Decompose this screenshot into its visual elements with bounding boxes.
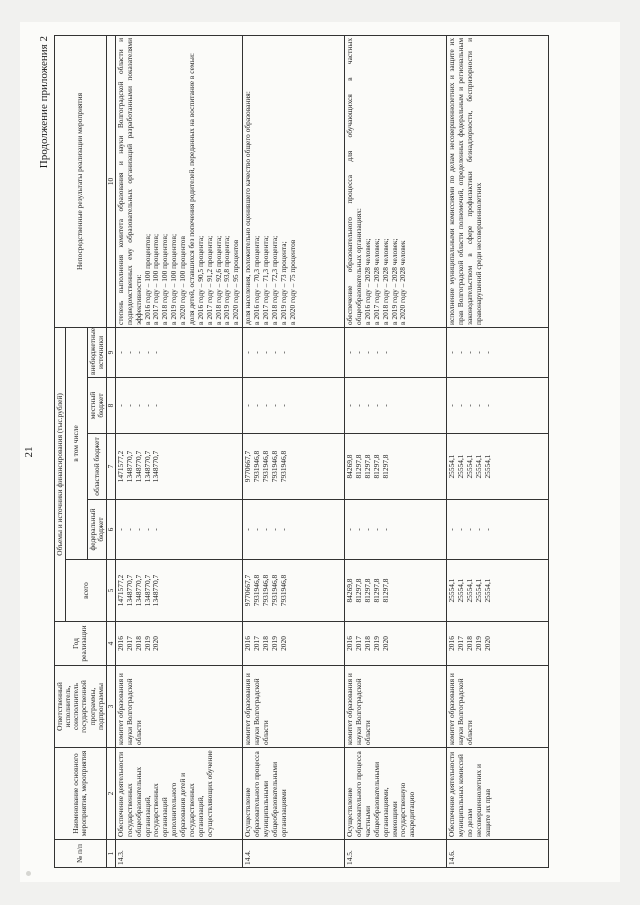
- regional-value: 1348770,7: [142, 450, 152, 483]
- year-value: 2016: [243, 636, 253, 651]
- row-executor: [243, 666, 345, 748]
- row-executor-text: комитет образования и науки Волгоградской области: [115, 673, 143, 745]
- scan-dot: [26, 871, 31, 876]
- local-value: -: [115, 404, 125, 407]
- local-value: -: [243, 404, 253, 407]
- extrabudget-value: -: [133, 351, 143, 354]
- local-value: -: [464, 404, 474, 407]
- federal-value: -: [371, 528, 381, 531]
- extrabudget-value: -: [115, 351, 125, 354]
- year-value: 2018: [362, 636, 372, 651]
- total-value: 84269,8: [345, 578, 355, 603]
- total-value: 1348770,7: [142, 574, 152, 607]
- result-line: в 2016 году – 90,5 процента;: [195, 235, 205, 325]
- local-value: -: [151, 404, 161, 407]
- result-line: в 2018 году – 72,3 процента;: [269, 235, 279, 325]
- regional-value: 1471577,2: [115, 450, 125, 483]
- total-value: 25554,1: [447, 578, 457, 603]
- row-extrabudget: [115, 327, 242, 377]
- row-name-text: Обеспечение деятельности муниципальных комиссий по делам несовершеннолетних и защите их прав: [447, 751, 492, 837]
- row-number: [243, 840, 345, 868]
- total-value: 7931946,8: [269, 574, 279, 607]
- column-number: 9: [106, 327, 115, 377]
- total-value: 81297,8: [371, 578, 381, 603]
- row-name-text: Обеспечение деятельности государственных общеобразовательных организаций, государственных организаций дополнительного образования детей и государственных организаций, осуществляющих обучение: [115, 750, 214, 837]
- row-number: [115, 840, 242, 868]
- result-line: исполнение муниципальными комиссиями по делам несовершеннолетних и защите их прав Волгоградской области полномочий, определенных федеральным и региональным законодательством в сфере профилактики безнадзорности, беспризорности и правонарушений среди несовершеннолетних: [447, 37, 483, 325]
- federal-value: -: [124, 528, 134, 531]
- page-number: 21: [23, 446, 35, 458]
- local-value: -: [473, 404, 483, 407]
- local-value: -: [142, 404, 152, 407]
- result-line: в 2018 году – 2028 человек;: [380, 238, 390, 325]
- federal-value: -: [473, 528, 483, 531]
- row-total: [115, 560, 242, 622]
- year-value: 2020: [380, 636, 390, 651]
- extrabudget-value: -: [380, 351, 390, 354]
- extrabudget-value: -: [151, 351, 161, 354]
- result-line: обеспечение образовательного процесса для обучающихся в частных общеобразовательных организациях:: [345, 37, 364, 325]
- row-number-text: 14.5.: [345, 850, 355, 865]
- row-number: [345, 840, 447, 868]
- local-value: -: [124, 404, 134, 407]
- row-number-text: 14.6.: [447, 850, 457, 865]
- table-row: [115, 35, 242, 867]
- federal-value: -: [464, 528, 474, 531]
- total-value: 1471577,2: [115, 574, 125, 607]
- local-value: -: [345, 404, 355, 407]
- extrabudget-value: -: [464, 351, 474, 354]
- total-value: 1348770,7: [133, 574, 143, 607]
- year-value: 2020: [151, 636, 161, 651]
- row-name: [345, 748, 447, 840]
- extrabudget-value: -: [124, 351, 134, 354]
- row-local: [345, 378, 447, 434]
- result-line: в 2020 году – 75 процентов: [287, 239, 297, 325]
- extrabudget-value: -: [456, 351, 466, 354]
- extrabudget-value: -: [142, 351, 152, 354]
- row-executor: [115, 666, 242, 748]
- local-value: -: [447, 404, 457, 407]
- row-name-text: Осуществление образовательного процесса муниципальными общеобразовательными организациями: [243, 751, 288, 837]
- row-results: [345, 35, 447, 327]
- local-value: -: [133, 404, 143, 407]
- result-line: в 2020 году – 95 процентов: [231, 239, 241, 325]
- federal-value: -: [260, 528, 270, 531]
- result-line: доля населения, положительно оценившего качество общего образования:: [243, 91, 253, 325]
- federal-value: -: [243, 528, 253, 531]
- row-federal: [345, 500, 447, 560]
- regional-value: 25554,1: [447, 454, 457, 479]
- header-local: местный бюджет: [87, 378, 106, 434]
- header-including: в том числе: [66, 327, 87, 559]
- regional-value: 25554,1: [464, 454, 474, 479]
- result-line: в 2017 году – 100 процентов;: [151, 233, 161, 325]
- header-federal: федеральный бюджет: [87, 500, 106, 560]
- federal-value: -: [354, 528, 364, 531]
- row-name: [115, 748, 242, 840]
- federal-value: -: [380, 528, 390, 531]
- federal-value: -: [345, 528, 355, 531]
- row-executor: [447, 666, 549, 748]
- regional-value: 7931946,8: [269, 450, 279, 483]
- row-federal: [243, 500, 345, 560]
- year-value: 2016: [345, 636, 355, 651]
- row-total: [447, 560, 549, 622]
- column-number: 1: [106, 840, 115, 868]
- regional-value: 7931946,8: [252, 450, 262, 483]
- total-value: 25554,1: [464, 578, 474, 603]
- year-value: 2016: [115, 636, 125, 651]
- total-value: 9770667,7: [243, 574, 253, 607]
- regional-value: 25554,1: [456, 454, 466, 479]
- regional-value: 81297,8: [371, 454, 381, 479]
- year-value: 2020: [278, 636, 288, 651]
- result-line: в 2019 году – 100 процентов;: [169, 233, 179, 325]
- row-number-text: 14.3.: [115, 850, 125, 865]
- header-regional: областной бюджет: [87, 434, 106, 500]
- total-value: 81297,8: [362, 578, 372, 603]
- federal-value: -: [278, 528, 288, 531]
- row-regional: [115, 434, 242, 500]
- year-value: 2016: [447, 636, 457, 651]
- row-name: [243, 748, 345, 840]
- federal-value: -: [142, 528, 152, 531]
- column-number-row: [106, 35, 115, 867]
- row-results: [115, 35, 242, 327]
- local-value: -: [269, 404, 279, 407]
- row-extrabudget: [345, 327, 447, 377]
- row-regional: [447, 434, 549, 500]
- result-line: в 2020 году – 2028 человек: [398, 240, 408, 325]
- row-regional: [243, 434, 345, 500]
- row-years: [447, 622, 549, 666]
- row-results: [243, 35, 345, 327]
- extrabudget-value: -: [278, 351, 288, 354]
- extrabudget-value: -: [362, 351, 372, 354]
- federal-value: -: [115, 528, 125, 531]
- row-extrabudget: [243, 327, 345, 377]
- column-number: 7: [106, 434, 115, 500]
- row-local: [243, 378, 345, 434]
- local-value: -: [456, 404, 466, 407]
- federal-value: -: [482, 528, 492, 531]
- total-value: 1348770,7: [124, 574, 134, 607]
- total-value: 7931946,8: [260, 574, 270, 607]
- federal-value: -: [252, 528, 262, 531]
- extrabudget-value: -: [482, 351, 492, 354]
- federal-value: -: [269, 528, 279, 531]
- federal-value: -: [456, 528, 466, 531]
- federal-value: -: [151, 528, 161, 531]
- local-value: -: [354, 404, 364, 407]
- total-value: 7931946,8: [252, 574, 262, 607]
- header-no: № п/п: [55, 840, 107, 868]
- local-value: -: [362, 404, 372, 407]
- result-line: в 2017 году – 91,2 процента;: [204, 235, 214, 325]
- row-name-text: Осуществление образовательного процесса частными общеобразовательными организациями, имеющими государственную аккредитацию: [345, 751, 417, 837]
- result-line: в 2017 году – 2028 человек;: [371, 238, 381, 325]
- header-name: Наименование основного мероприятия, мероприятия: [55, 748, 107, 840]
- row-number: [447, 840, 549, 868]
- total-value: 7931946,8: [278, 574, 288, 607]
- header-funding-group: Объемы и источники финансирования (тыс.рублей): [55, 327, 66, 621]
- column-number: 10: [106, 35, 115, 327]
- row-federal: [447, 500, 549, 560]
- year-value: 2017: [252, 636, 262, 651]
- column-number: 2: [106, 748, 115, 840]
- regional-value: 81297,8: [354, 454, 364, 479]
- row-federal: [115, 500, 242, 560]
- table-body: [115, 35, 548, 867]
- row-total: [243, 560, 345, 622]
- row-executor-text: комитет образования и науки Волгоградской области: [243, 673, 270, 745]
- result-line: в 2019 году – 2028 человек;: [389, 238, 399, 325]
- row-regional: [345, 434, 447, 500]
- year-value: 2018: [133, 636, 143, 651]
- extrabudget-value: -: [243, 351, 253, 354]
- row-years: [345, 622, 447, 666]
- regional-value: 25554,1: [473, 454, 483, 479]
- row-years: [243, 622, 345, 666]
- local-value: -: [278, 404, 288, 407]
- extrabudget-value: -: [260, 351, 270, 354]
- year-value: 2019: [473, 636, 483, 651]
- row-executor-text: комитет образования и науки Волгоградской области: [447, 673, 474, 745]
- result-line: доля детей, оставшихся без попечения родителей, переданных на воспитание в семьи:: [186, 53, 196, 325]
- row-number-text: 14.4.: [243, 850, 253, 865]
- result-line: в 2016 году – 100 процентов;: [142, 233, 152, 325]
- federal-value: -: [133, 528, 143, 531]
- header-executor: Ответственный исполнитель, соисполнитель государственной программы, подпрограммы: [55, 666, 107, 748]
- table-row: [243, 35, 345, 867]
- regional-value: 81297,8: [362, 454, 372, 479]
- result-line: в 2019 году – 93,8 процента;: [222, 235, 232, 325]
- total-value: 81297,8: [354, 578, 364, 603]
- result-line: в 2018 году – 92,6 процента;: [213, 235, 223, 325]
- regional-value: 81297,8: [380, 454, 390, 479]
- table-row: [345, 35, 447, 867]
- result-line: в 2020 году – 100 процентов: [178, 236, 188, 325]
- result-line: в 2017 году – 71,3 процента;: [260, 235, 270, 325]
- row-executor-text: комитет образования и науки Волгоградской области: [345, 673, 372, 745]
- regional-value: 9770667,7: [243, 450, 253, 483]
- table-row: [447, 35, 549, 867]
- header-results: Непосредственные результаты реализации мероприятия: [55, 35, 107, 327]
- continuation-label: Продолжение приложения 2: [38, 36, 50, 169]
- regional-value: 7931946,8: [260, 450, 270, 483]
- rotated-sheet: [20, 22, 620, 882]
- result-line: в 2016 году – 70,3 процента;: [252, 235, 262, 325]
- year-value: 2017: [124, 636, 134, 651]
- extrabudget-value: -: [269, 351, 279, 354]
- local-value: -: [371, 404, 381, 407]
- total-value: 25554,1: [456, 578, 466, 603]
- header-year: Год реализации: [55, 622, 107, 666]
- regional-value: 25554,1: [482, 454, 492, 479]
- row-name: [447, 748, 549, 840]
- result-line: в 2019 году – 73 процента;: [278, 241, 288, 325]
- extrabudget-value: -: [345, 351, 355, 354]
- year-value: 2017: [456, 636, 466, 651]
- row-results: [447, 35, 549, 327]
- header-total: всего: [66, 560, 107, 622]
- year-value: 2020: [482, 636, 492, 651]
- financing-table: [54, 35, 549, 868]
- regional-value: 1348770,7: [133, 450, 143, 483]
- local-value: -: [482, 404, 492, 407]
- local-value: -: [260, 404, 270, 407]
- row-local: [115, 378, 242, 434]
- extrabudget-value: -: [473, 351, 483, 354]
- total-value: 1348770,7: [151, 574, 161, 607]
- column-number: 5: [106, 560, 115, 622]
- total-value: 25554,1: [473, 578, 483, 603]
- year-value: 2019: [142, 636, 152, 651]
- extrabudget-value: -: [447, 351, 457, 354]
- regional-value: 7931946,8: [278, 450, 288, 483]
- total-value: 81297,8: [380, 578, 390, 603]
- extrabudget-value: -: [371, 351, 381, 354]
- local-value: -: [252, 404, 262, 407]
- extrabudget-value: -: [252, 351, 262, 354]
- regional-value: 1348770,7: [124, 450, 134, 483]
- total-value: 25554,1: [482, 578, 492, 603]
- year-value: 2018: [464, 636, 474, 651]
- column-number: 3: [106, 666, 115, 748]
- result-line: в 2018 году – 100 процентов;: [160, 233, 170, 325]
- result-line: в 2016 году – 2028 человек;: [362, 238, 372, 325]
- regional-value: 84269,8: [345, 454, 355, 479]
- year-value: 2018: [260, 636, 270, 651]
- regional-value: 1348770,7: [151, 450, 161, 483]
- column-number: 6: [106, 500, 115, 560]
- column-number: 4: [106, 622, 115, 666]
- header-extrabudget: внебюджетные источники: [87, 327, 106, 377]
- federal-value: -: [362, 528, 372, 531]
- row-executor: [345, 666, 447, 748]
- local-value: -: [380, 404, 390, 407]
- row-total: [345, 560, 447, 622]
- year-value: 2019: [371, 636, 381, 651]
- year-value: 2017: [354, 636, 364, 651]
- year-value: 2019: [269, 636, 279, 651]
- result-line: степень выполнения комитета образования и науки Волгоградской области и подведомственных ему образовательных организаций разработанными показателями эффективности:: [115, 37, 143, 325]
- row-local: [447, 378, 549, 434]
- extrabudget-value: -: [354, 351, 364, 354]
- row-years: [115, 622, 242, 666]
- row-extrabudget: [447, 327, 549, 377]
- federal-value: -: [447, 528, 457, 531]
- column-number: 8: [106, 378, 115, 434]
